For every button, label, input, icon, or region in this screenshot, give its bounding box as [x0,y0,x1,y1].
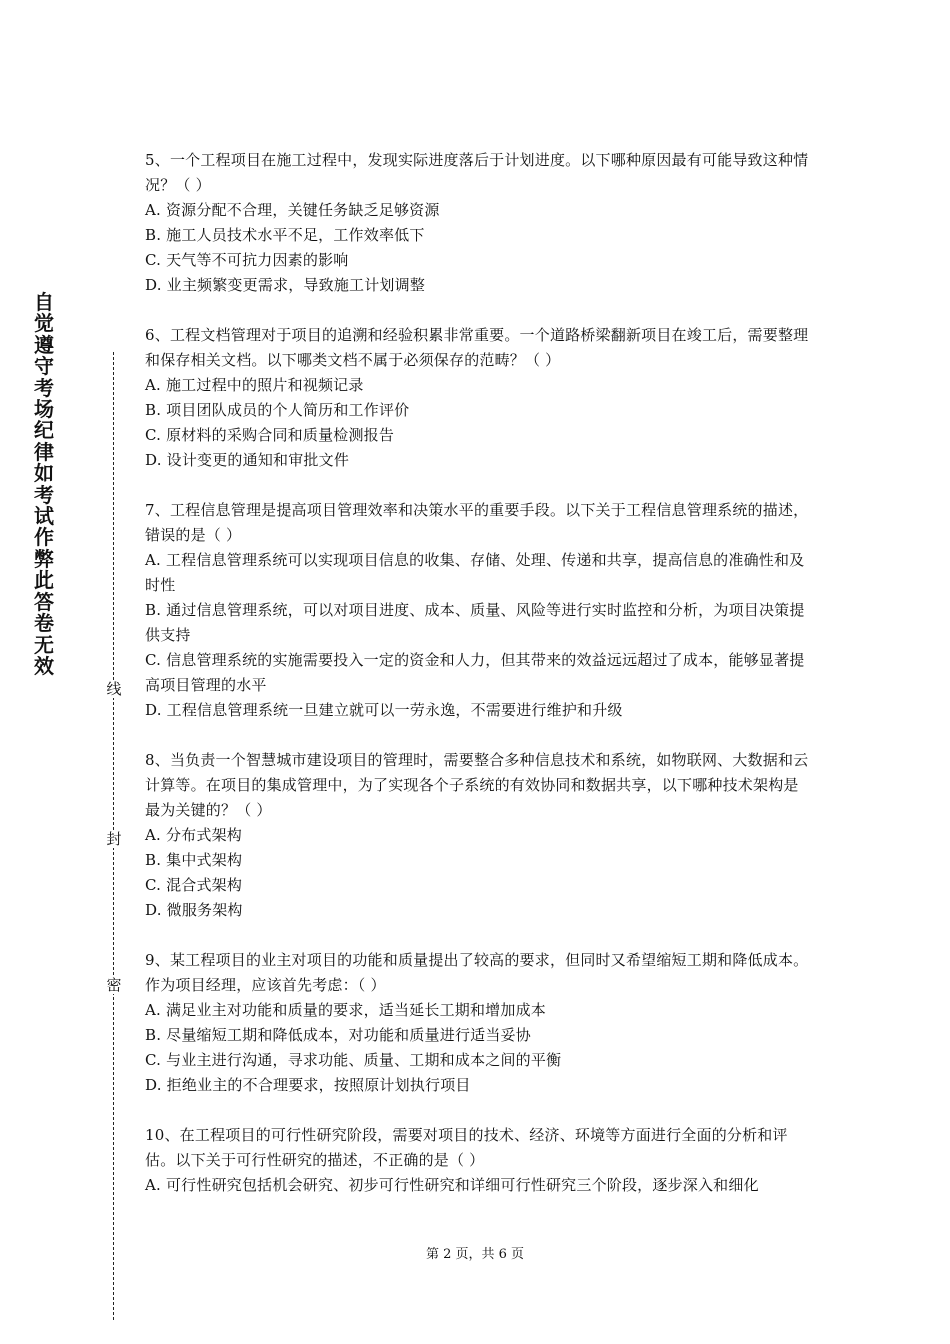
option-c: C. 天气等不可抗力因素的影响 [145,251,349,269]
question-list [145,148,810,1223]
option-b: B. 集中式架构 [145,851,243,869]
option-a: A. 分布式架构 [145,826,242,844]
option-c: C. 与业主进行沟通，寻求功能、质量、工期和成本之间的平衡 [145,1051,562,1069]
option-d: D. 拒绝业主的不合理要求，按照原计划执行项目 [145,1076,471,1094]
option-d: D. 设计变更的通知和审批文件 [145,451,350,469]
option-d: D. 业主频繁变更需求，导致施工计划调整 [145,276,426,294]
seal-char-secret: 密 [104,976,124,994]
question-stem: 7、工程信息管理是提高项目管理效率和决策水平的重要手段。以下关于工程信息管理系统的描述，错误的是（ ） [145,501,809,544]
option-b: B. 项目团队成员的个人简历和工作评价 [145,401,410,419]
option-b: B. 通过信息管理系统，可以对项目进度、成本、质量、风险等进行实时监控和分析，为项目决策提供支持 [145,601,805,644]
option-c: C. 混合式架构 [145,876,243,894]
page-number-footer: 第 2 页，共 6 页 [425,1247,525,1262]
option-a: A. 工程信息管理系统可以实现项目信息的收集、存储、处理、传递和共享，提高信息的准确性和及时性 [145,551,805,594]
seal-char-line: 线 [104,680,124,698]
question-stem: 9、某工程项目的业主对项目的功能和质量提出了较高的要求，但同时又希望缩短工期和降低成本。作为项目经理，应该首先考虑：（ ） [145,951,809,994]
option-d: D. 工程信息管理系统一旦建立就可以一劳永逸，不需要进行维护和升级 [145,701,623,719]
question-10 [145,1123,810,1198]
question-stem: 10、在工程项目的可行性研究阶段，需要对项目的技术、经济、环境等方面进行全面的分析和评估。以下关于可行性研究的描述，不正确的是（ ） [145,1126,788,1169]
question-stem: 8、当负责一个智慧城市建设项目的管理时，需要整合多种信息技术和系统，如物联网、大数据和云计算等。在项目的集成管理中，为了实现各个子系统的有效协同和数据共享，以下哪种技术架构是最为关键的？（ ） [145,751,809,819]
question-8 [145,748,810,923]
option-a: A. 满足业主对功能和质量的要求，适当延长工期和增加成本 [145,1001,546,1019]
option-b: B. 施工人员技术水平不足，工作效率低下 [145,226,425,244]
option-a: A. 施工过程中的照片和视频记录 [145,376,364,394]
seal-char-seal: 封 [104,830,124,848]
question-6 [145,323,810,473]
option-a: A. 资源分配不合理，关键任务缺乏足够资源 [145,201,440,219]
option-c: C. 原材料的采购合同和质量检测报告 [145,426,395,444]
question-5 [145,148,810,298]
question-9 [145,948,810,1098]
option-c: C. 信息管理系统的实施需要投入一定的资金和人力，但其带来的效益远远超过了成本，能够显著提高项目管理的水平 [145,651,805,694]
option-d: D. 微服务架构 [145,901,243,919]
question-stem: 6、工程文档管理对于项目的追溯和经验积累非常重要。一个道路桥梁翻新项目在竣工后，需要整理和保存相关文档。以下哪类文档不属于必须保存的范畴？（ ） [145,326,809,369]
exam-discipline-notice: 自觉遵守考场纪律如考试作弊此答卷无效 [34,290,54,678]
question-stem: 5、一个工程项目在施工过程中，发现实际进度落后于计划进度。以下哪种原因最有可能导致这种情况？（ ） [145,151,809,194]
question-7 [145,498,810,723]
option-a: A. 可行性研究包括机会研究、初步可行性研究和详细可行性研究三个阶段，逐步深入和细化 [145,1176,759,1194]
option-b: B. 尽量缩短工期和降低成本，对功能和质量进行适当妥协 [145,1026,531,1044]
